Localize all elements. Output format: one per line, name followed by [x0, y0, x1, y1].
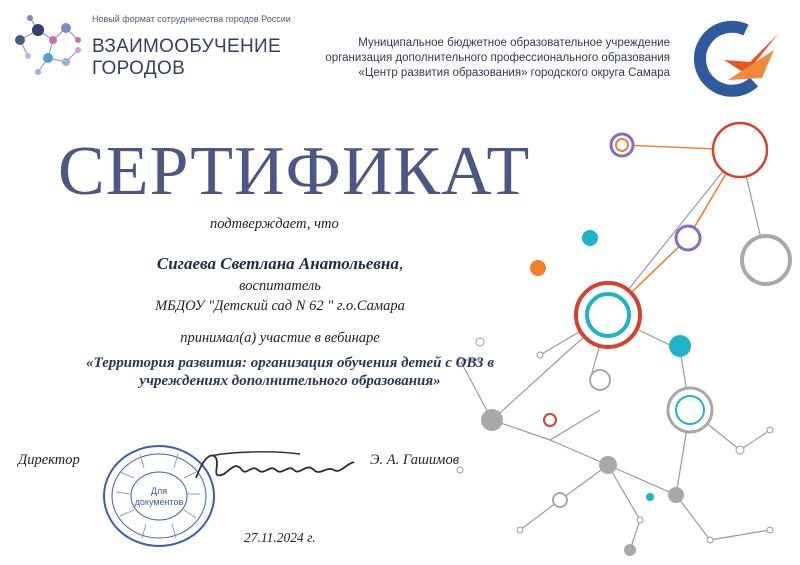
recipient-position: воспитатель [239, 278, 321, 294]
participation-text: принимал(а) участие в вебинаре [180, 330, 380, 346]
certificate-title: СЕРТИФИКАТ [58, 133, 531, 210]
topic-line1: «Территория развития: организация обучения детей с ОВЗ в [85, 355, 495, 371]
recipient-name-suffix: , [398, 254, 404, 273]
stamp-text-1: Для [150, 486, 168, 496]
director-name: Э. А. Гашимов [370, 452, 459, 468]
issue-date: 27.11.2024 г. [244, 530, 316, 545]
logo-tagline: Новый формат сотрудничества городов России [92, 14, 291, 24]
org-line3: «Центр развития образования» городского округа Самара [358, 67, 670, 79]
molecule-logo-icon [8, 10, 88, 82]
director-signature-icon [190, 448, 360, 492]
org-line1: Муниципальное бюджетное образовательное учреждение [358, 37, 670, 49]
logo-title [92, 36, 281, 80]
topic-line2: учреждениях дополнительного образования» [139, 373, 441, 389]
director-label: Директор [18, 452, 80, 468]
webinar-topic [40, 354, 540, 390]
confirms-text: подтверждает, что [210, 216, 339, 232]
organization-header [310, 36, 670, 81]
recipient-name [0, 254, 560, 274]
logo-title-line2: ГОРОДОВ [92, 58, 186, 79]
center-logo-icon [688, 20, 786, 100]
recipient-name-text: Сигаева Светлана Анатольевна [156, 254, 399, 273]
recipient-organization: МБДОУ "Детский сад N 62 " г.о.Самара [155, 298, 405, 314]
stamp-text-2: документов [134, 497, 184, 507]
logo-title-line1: ВЗАИМООБУЧЕНИЕ [92, 36, 281, 57]
org-line2: организация дополнительного профессионального образования [325, 52, 670, 64]
